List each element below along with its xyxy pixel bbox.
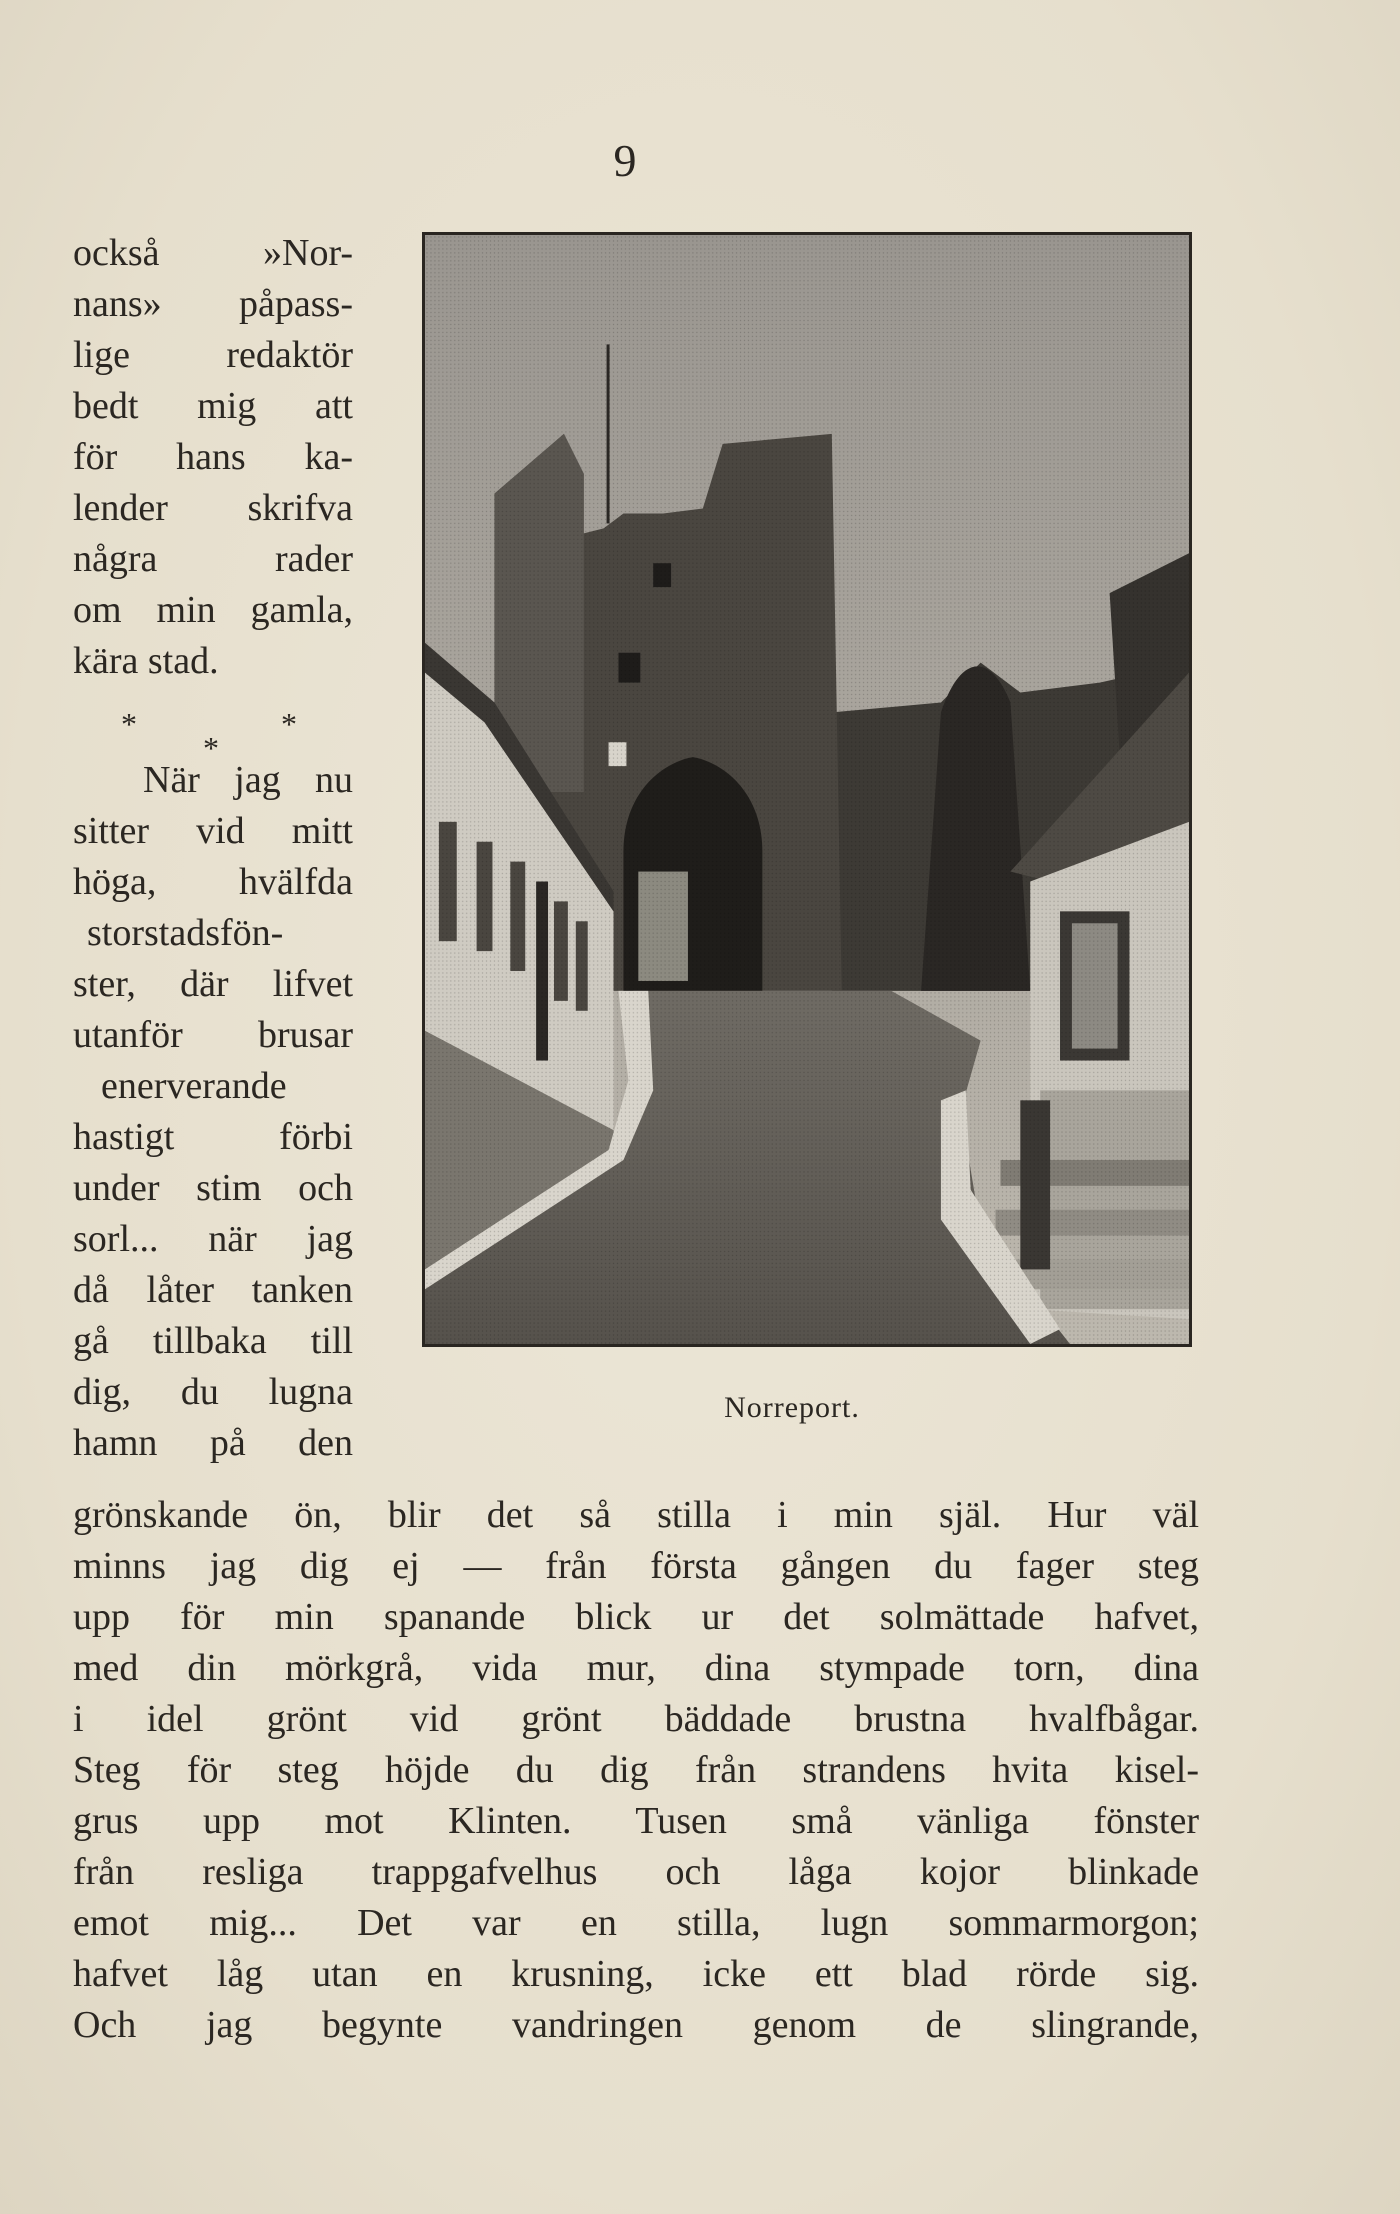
text-line: minns jag dig ej — från första gången du fager steg — [73, 1545, 1199, 1587]
side-column-text — [73, 228, 353, 1469]
text-line: grönskande ön, blir det så stilla i min själ. Hur väl — [73, 1494, 1199, 1536]
text-line: dig, du lugna — [73, 1371, 353, 1413]
text-line: hafvet låg utan en krusning, icke ett blad rörde sig. — [73, 1953, 1199, 1995]
text-line: gå tillbaka till — [73, 1320, 353, 1362]
text-line: några rader — [73, 538, 353, 580]
text-line: bedt mig att — [73, 385, 353, 427]
text-line: hastigt förbi — [73, 1116, 353, 1158]
text-line: då låter tanken — [73, 1269, 353, 1311]
text-line: sorl... när jag — [73, 1218, 353, 1260]
star-glyph: * — [281, 706, 297, 742]
text-line: utanför brusar — [73, 1014, 353, 1056]
text-line: också »Nor- — [73, 232, 353, 274]
text-line: höga, hvälfda — [73, 861, 353, 903]
text-line: lige redaktör — [73, 334, 353, 376]
text-line: När jag nu — [143, 759, 353, 801]
text-line: under stim och — [73, 1167, 353, 1209]
text-line: från resliga trappgafvelhus och låga kojor blinkade — [73, 1851, 1199, 1893]
text-line: enerverande — [101, 1065, 287, 1107]
text-line: med din mörkgrå, vida mur, dina stympade torn, dina — [73, 1647, 1199, 1689]
text-line: sitter vid mitt — [73, 810, 353, 852]
text-line: om min gamla, — [73, 589, 353, 631]
text-line: för hans ka- — [73, 436, 353, 478]
text-line: Och jag begynte vandringen genom de slingrande, — [73, 2004, 1199, 2046]
text-line: i idel grönt vid grönt bäddade brustna hvalfbågar. — [73, 1698, 1199, 1740]
text-line: kära stad. — [73, 640, 219, 682]
text-line: grus upp mot Klinten. Tusen små vänliga fönster — [73, 1800, 1199, 1842]
text-line: upp för min spanande blick ur det solmättade hafvet, — [73, 1596, 1199, 1638]
text-line: ster, där lifvet — [73, 963, 353, 1005]
page-number: 9 — [613, 135, 637, 186]
section-divider-stars — [73, 687, 353, 766]
photo-norreport — [422, 232, 1192, 1347]
star-glyph: * — [203, 730, 219, 766]
text-line: Steg för steg höjde du dig från strandens hvita kisel- — [73, 1749, 1199, 1791]
body-text — [73, 1490, 1199, 2051]
text-line: emot mig... Det var en stilla, lugn sommarmorgon; — [73, 1902, 1199, 1944]
text-line: hamn på den — [73, 1422, 353, 1464]
text-line: nans» påpass- — [73, 283, 353, 325]
figure-caption: Norreport. — [724, 1391, 860, 1424]
gate-tower-photo — [425, 235, 1189, 1344]
text-line: lender skrifva — [73, 487, 353, 529]
star-glyph: * — [121, 706, 137, 742]
text-line: storstadsfön- — [87, 912, 284, 954]
